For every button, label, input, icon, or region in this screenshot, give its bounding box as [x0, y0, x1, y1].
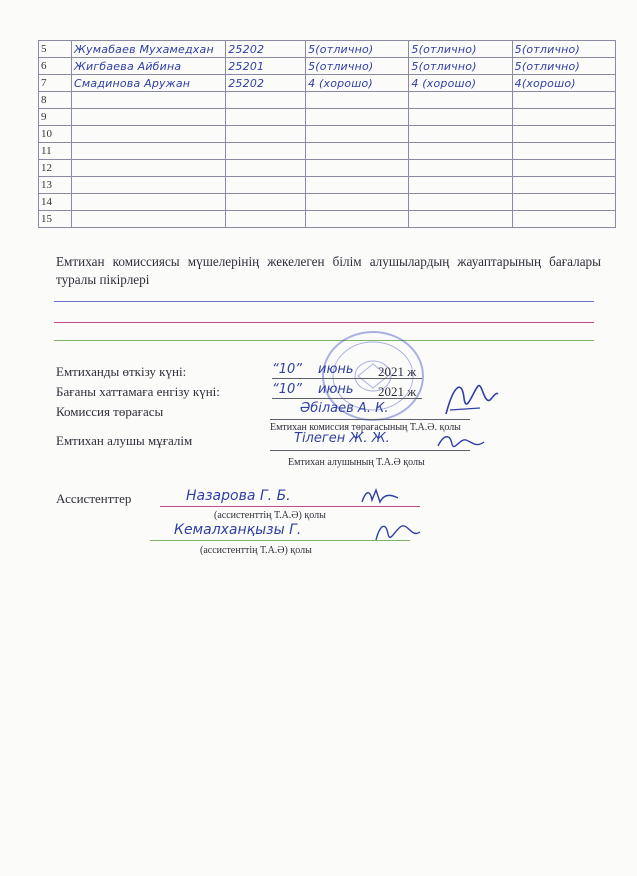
grade-2 [409, 92, 512, 109]
assistant1-signature-icon [360, 486, 400, 508]
row-number: 6 [39, 58, 72, 75]
student-name: Жигбаева Айбина [72, 58, 226, 75]
grade-2 [409, 160, 512, 177]
exam-date-month: июнь [318, 362, 354, 377]
row-number: 5 [39, 41, 72, 58]
row-number: 13 [39, 177, 72, 194]
group-code [226, 211, 306, 228]
grade-1 [306, 177, 409, 194]
row-number: 9 [39, 109, 72, 126]
entry-date-month: июнь [318, 382, 354, 397]
table-row [39, 41, 616, 58]
grade-2 [409, 126, 512, 143]
table-row [39, 92, 616, 109]
grade-3 [512, 126, 615, 143]
table-row [39, 109, 616, 126]
entry-date-label: Бағаны хаттамаға енгізу күні: [56, 384, 220, 399]
assistant2-caption: (ассистенттің Т.А.Ә) қолы [200, 545, 312, 556]
grade-1: 4 (хорошо) [306, 75, 409, 92]
grade-1: 5(отлично) [306, 41, 409, 58]
assistants-label: Ассистенттер [56, 491, 132, 506]
grade-3 [512, 92, 615, 109]
student-name [72, 211, 226, 228]
grade-1 [306, 143, 409, 160]
group-code [226, 92, 306, 109]
grade-3: 4(хорошо) [512, 75, 615, 92]
group-code: 25201 [226, 58, 306, 75]
row-number: 11 [39, 143, 72, 160]
student-name [72, 194, 226, 211]
table-row [39, 177, 616, 194]
table-row [39, 160, 616, 177]
group-code [226, 177, 306, 194]
entry-date-year: 2021 ж [378, 384, 417, 399]
table-row [39, 126, 616, 143]
grades-table [38, 40, 616, 228]
exam-date-day: “10” [272, 362, 303, 377]
grade-2: 4 (хорошо) [409, 75, 512, 92]
table-row [39, 75, 616, 92]
row-number: 8 [39, 92, 72, 109]
row-number: 10 [39, 126, 72, 143]
entry-date-underline [272, 398, 422, 399]
grade-3: 5(отлично) [512, 41, 615, 58]
exam-date-label: Емтиханды өткізу күні: [56, 364, 187, 379]
row-number: 15 [39, 211, 72, 228]
grade-2 [409, 143, 512, 160]
exam-date-underline [272, 378, 422, 379]
grade-3 [512, 194, 615, 211]
grade-3 [512, 143, 615, 160]
group-code [226, 109, 306, 126]
grade-2 [409, 177, 512, 194]
teacher-signature-icon [436, 430, 486, 454]
row-number: 7 [39, 75, 72, 92]
student-name [72, 177, 226, 194]
grade-1 [306, 211, 409, 228]
table-row [39, 143, 616, 160]
grade-3 [512, 160, 615, 177]
student-name [72, 92, 226, 109]
assistant2-underline [150, 540, 410, 541]
comment-line-1 [54, 300, 594, 302]
student-name [72, 143, 226, 160]
group-code [226, 160, 306, 177]
group-code [226, 143, 306, 160]
grade-2 [409, 211, 512, 228]
student-name [72, 109, 226, 126]
table-row [39, 211, 616, 228]
grade-2: 5(отлично) [409, 41, 512, 58]
teacher-caption: Емтихан алушының Т.А.Ә қолы [288, 457, 425, 468]
assistant2-signature-icon [372, 518, 422, 548]
student-name: Смадинова Аружан [72, 75, 226, 92]
row-number: 12 [39, 160, 72, 177]
grade-1 [306, 194, 409, 211]
grade-3 [512, 177, 615, 194]
teacher-name: Тілеген Ж. Ж. [294, 431, 390, 446]
chair-caption: Емтихан комиссия төрағасының Т.А.Ә. қолы [270, 422, 461, 433]
grade-2 [409, 109, 512, 126]
table-row [39, 58, 616, 75]
chair-label: Комиссия төрағасы [56, 404, 164, 419]
chair-name: Әбілаев А. К. [300, 401, 389, 416]
entry-date-day: “10” [272, 382, 303, 397]
table-row [39, 194, 616, 211]
grade-2: 5(отлично) [409, 58, 512, 75]
grade-1 [306, 126, 409, 143]
group-code [226, 126, 306, 143]
student-name [72, 126, 226, 143]
assistant1-name: Назарова Г. Б. [186, 488, 291, 504]
grade-1 [306, 160, 409, 177]
group-code: 25202 [226, 41, 306, 58]
comments-heading: Емтихан комиссиясы мүшелерінің жекелеген білім алушылардың жауаптарының бағалары туралы пікірлері [56, 254, 601, 287]
grade-1 [306, 92, 409, 109]
assistant2-name: Кемалханқызы Г. [174, 522, 302, 538]
grade-1 [306, 109, 409, 126]
group-code: 25202 [226, 75, 306, 92]
grade-1: 5(отлично) [306, 58, 409, 75]
chair-signature-icon [440, 374, 500, 424]
group-code [226, 194, 306, 211]
teacher-label: Емтихан алушы мұғалім [56, 433, 193, 448]
grade-2 [409, 194, 512, 211]
grade-3: 5(отлично) [512, 58, 615, 75]
assistant1-caption: (ассистенттің Т.А.Ә) қолы [214, 510, 326, 521]
student-name: Жумабаев Мухамедхан [72, 41, 226, 58]
grade-3 [512, 109, 615, 126]
grades-table-body [39, 41, 616, 228]
comment-line-2 [54, 321, 594, 323]
grade-3 [512, 211, 615, 228]
row-number: 14 [39, 194, 72, 211]
student-name [72, 160, 226, 177]
exam-date-year: 2021 ж [378, 364, 417, 379]
